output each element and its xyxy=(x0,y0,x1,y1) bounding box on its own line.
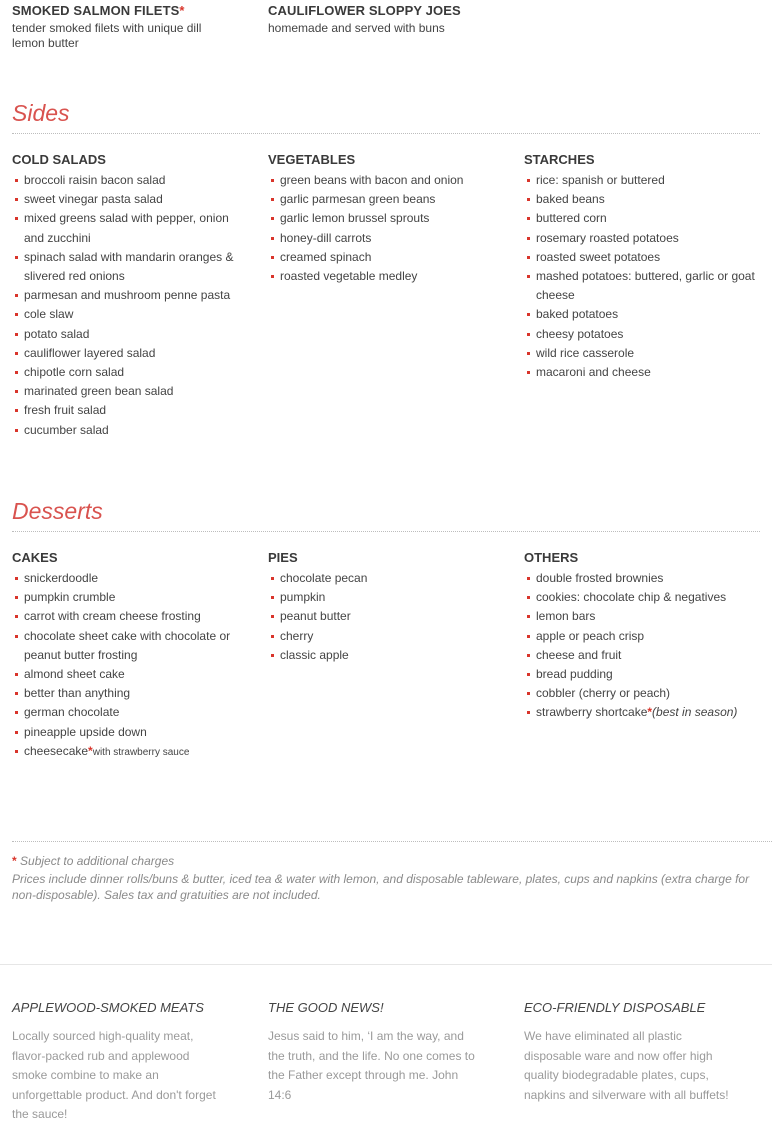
menu-list xyxy=(268,171,524,286)
menu-item: baked potatoes xyxy=(524,305,758,324)
category-title: STARCHES xyxy=(524,152,595,167)
menu-item: cucumber salad xyxy=(12,421,234,440)
prices-note: Prices include dinner rolls/buns & butter, iced tea & water with lemon, and disposable tableware, plates, cups and napkins (extra charge for non-disposable). Sales tax and gratuities are not included. xyxy=(12,872,750,902)
entree-description: homemade and served with buns xyxy=(268,21,445,35)
menu-item: sweet vinegar pasta salad xyxy=(12,190,234,209)
menu-item: honey-dill carrots xyxy=(268,229,490,248)
footer-text: Locally sourced high-quality meat, flavor-packed rub and applewood smoke combine to make an unforgettable product. And don't forget the sauce! xyxy=(12,1029,216,1121)
menu-item: cookies: chocolate chip & negatives xyxy=(524,588,758,607)
menu-item: chocolate sheet cake with chocolate or peanut butter frosting xyxy=(12,627,234,665)
menu-item: spinach salad with mandarin oranges & slivered red onions xyxy=(12,248,234,286)
menu-item xyxy=(524,703,758,722)
footer-columns xyxy=(12,1000,772,1125)
category-vegetables xyxy=(268,152,524,440)
menu-item: cauliflower layered salad xyxy=(12,344,234,363)
category-title: OTHERS xyxy=(524,550,579,565)
menu-item: rosemary roasted potatoes xyxy=(524,229,758,248)
footer-column xyxy=(12,1000,268,1125)
menu-item: mixed greens salad with pepper, onion and zucchini xyxy=(12,209,234,247)
category-others xyxy=(524,550,760,762)
section-title-desserts: Desserts xyxy=(12,497,760,532)
menu-item: garlic parmesan green beans xyxy=(268,190,490,209)
menu-list xyxy=(524,569,760,723)
menu-item: buttered corn xyxy=(524,209,758,228)
footer-title: APPLEWOOD-SMOKED MEATS xyxy=(12,1000,204,1015)
category-title: PIES xyxy=(268,550,298,565)
menu-item: cheese and fruit xyxy=(524,646,758,665)
menu-item: cheesy potatoes xyxy=(524,325,758,344)
entree-item xyxy=(12,3,268,51)
divider xyxy=(12,841,772,842)
footer-title: ECO-FRIENDLY DISPOSABLE xyxy=(524,1000,706,1015)
menu-item: snickerdoodle xyxy=(12,569,234,588)
menu-item: pumpkin xyxy=(268,588,490,607)
menu-item: lemon bars xyxy=(524,607,758,626)
menu-item: chipotle corn salad xyxy=(12,363,234,382)
menu-item-text: cheesecake xyxy=(24,743,89,758)
menu-item: pumpkin crumble xyxy=(12,588,234,607)
sides-section xyxy=(12,99,760,440)
menu-item: wild rice casserole xyxy=(524,344,758,363)
item-note: with strawberry sauce xyxy=(92,746,190,758)
footer xyxy=(0,964,772,1120)
menu-item: parmesan and mushroom penne pasta xyxy=(12,286,234,305)
footer-column xyxy=(268,1000,524,1125)
category-cakes xyxy=(12,550,268,762)
category-title: CAKES xyxy=(12,550,58,565)
menu-item: carrot with cream cheese frosting xyxy=(12,607,234,626)
desserts-section xyxy=(12,497,760,762)
menu-item: double frosted brownies xyxy=(524,569,758,588)
footer-text: Jesus said to him, ‘I am the way, and the truth, and the life. No one comes to the Father except through me. John 14:6 xyxy=(268,1029,475,1102)
menu-item: marinated green bean salad xyxy=(12,382,234,401)
entree-description: tender smoked filets with unique dill lemon butter xyxy=(12,21,202,50)
menu-item: green beans with bacon and onion xyxy=(268,171,490,190)
section-title-sides: Sides xyxy=(12,99,760,134)
footer-column xyxy=(524,1000,772,1125)
menu-item: fresh fruit salad xyxy=(12,401,234,420)
asterisk-mark: * xyxy=(179,3,185,18)
menu-item: bread pudding xyxy=(524,665,758,684)
asterisk-mark: * xyxy=(88,743,93,758)
menu-list xyxy=(12,569,268,762)
category-cold-salads xyxy=(12,152,268,440)
menu-item: better than anything xyxy=(12,684,234,703)
category-starches xyxy=(524,152,760,440)
menu-list xyxy=(524,171,760,382)
charges-text: Subject to additional charges xyxy=(20,854,175,868)
category-title: COLD SALADS xyxy=(12,152,106,167)
entree-item xyxy=(268,3,504,51)
menu-item xyxy=(12,742,234,762)
entree-title: CAULIFLOWER SLOPPY JOES xyxy=(268,3,461,18)
asterisk-mark: * xyxy=(647,705,653,720)
menu-item: german chocolate xyxy=(12,703,234,722)
menu-list xyxy=(268,569,524,665)
menu-item: broccoli raisin bacon salad xyxy=(12,171,234,190)
menu-item: roasted vegetable medley xyxy=(268,267,490,286)
item-note: (best in season) xyxy=(652,705,738,720)
menu-item: potato salad xyxy=(12,325,234,344)
menu-item: mashed potatoes: buttered, garlic or goat cheese xyxy=(524,267,758,305)
menu-item: creamed spinach xyxy=(268,248,490,267)
menu-item: pineapple upside down xyxy=(12,723,234,742)
menu-item: garlic lemon brussel sprouts xyxy=(268,209,490,228)
menu-item: cobbler (cherry or peach) xyxy=(524,684,758,703)
menu-item: classic apple xyxy=(268,646,490,665)
menu-list xyxy=(12,171,268,440)
menu-item: chocolate pecan xyxy=(268,569,490,588)
entree-title: SMOKED SALMON FILETS xyxy=(12,3,180,18)
category-pies xyxy=(268,550,524,762)
menu-item: almond sheet cake xyxy=(12,665,234,684)
menu-item: cole slaw xyxy=(12,305,234,324)
footer-title: THE GOOD NEWS! xyxy=(268,1000,384,1015)
menu-item: rice: spanish or buttered xyxy=(524,171,758,190)
footnotes xyxy=(12,853,760,903)
menu-item: cherry xyxy=(268,627,490,646)
menu-item: peanut butter xyxy=(268,607,490,626)
menu-item: macaroni and cheese xyxy=(524,363,758,382)
category-title: VEGETABLES xyxy=(268,152,356,167)
menu-item: apple or peach crisp xyxy=(524,627,758,646)
menu-item: roasted sweet potatoes xyxy=(524,248,758,267)
charges-note xyxy=(12,853,760,869)
asterisk-mark: * xyxy=(12,854,17,868)
footer-text: We have eliminated all plastic disposable ware and now offer high quality biodegradable plates, cups, napkins and silverware with all buffets! xyxy=(524,1029,729,1102)
menu-item: baked beans xyxy=(524,190,758,209)
entrees-row xyxy=(12,3,760,51)
menu-item-text: strawberry shortcake xyxy=(536,705,648,720)
